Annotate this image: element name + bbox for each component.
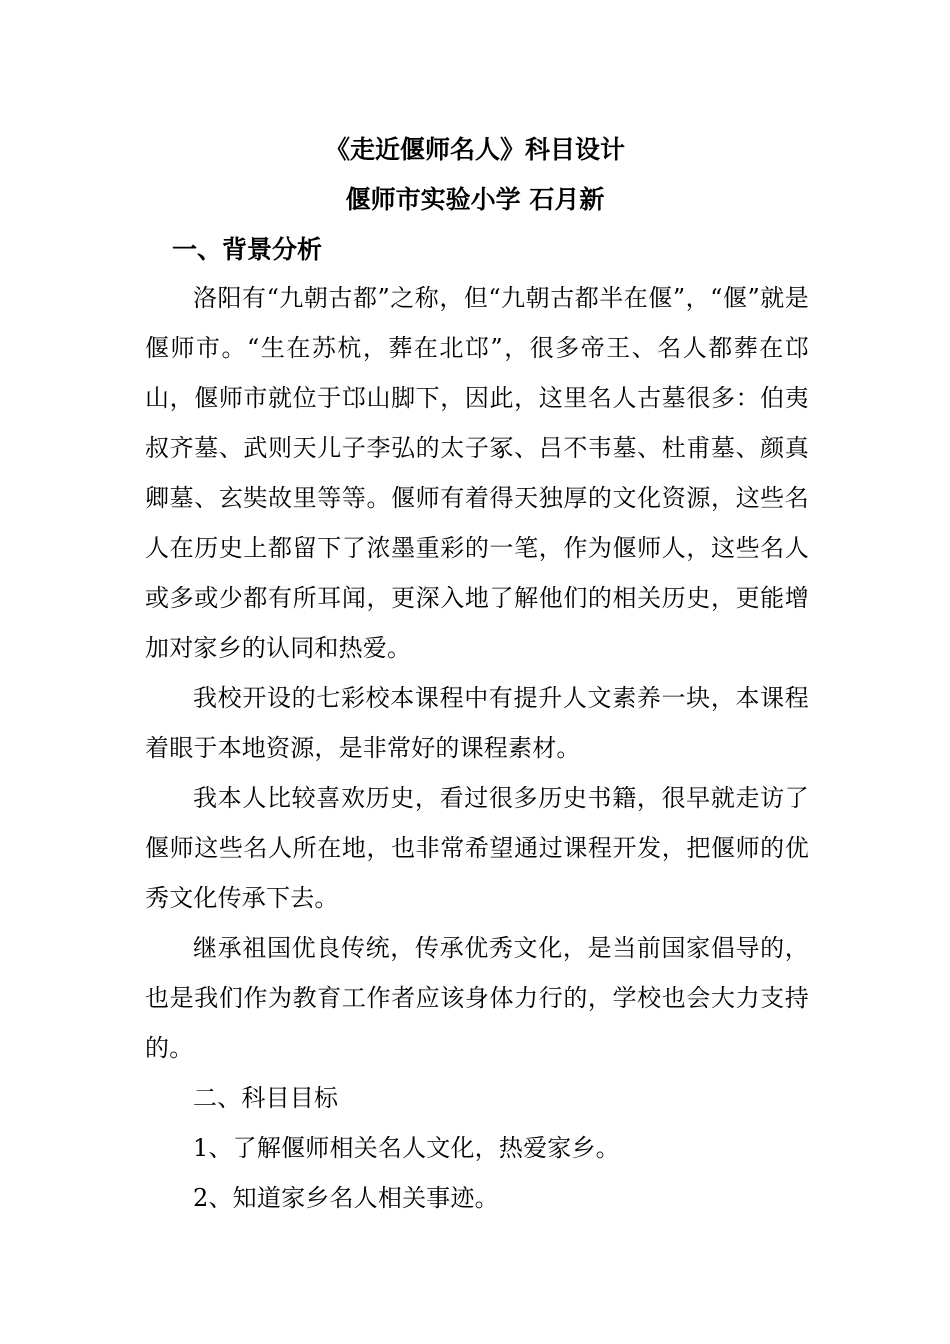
document-title: 《走近偃师名人》科目设计 xyxy=(324,135,625,164)
paragraph-personal-interest: 我本人比较喜欢历史，看过很多历史书籍，很早就走访了偃师这些名人所在地，也非常希望通过课程开发，把偃师的优秀文化传承下去。 xyxy=(145,784,809,912)
paragraph-school-course: 我校开设的七彩校本课程中有提升人文素养一块，本课程着眼于本地资源，是非常好的课程素材。 xyxy=(145,684,809,762)
author-line: 偃师市实验小学 石月新 xyxy=(345,185,605,214)
objective-item: 1、了解偃师相关名人文化，热爱家乡。 xyxy=(193,1134,620,1162)
section-heading-objectives: 二、科目目标 xyxy=(193,1084,339,1112)
section-heading-background: 一、背景分析 xyxy=(172,235,323,264)
paragraph-background-analysis: 洛阳有“九朝古都”之称，但“九朝古都半在偃”，“偃”就是偃师市。“生在苏杭，葬在北邙”，很多帝王、名人都葬在邙山，偃师市就位于邙山脚下，因此，这里名人古墓很多：伯夷叔齐墓、武则天儿子李弘的太子冢、吕不韦墓、杜甫墓、颜真卿墓、玄奘故里等等。偃师有着得天独厚的文化资源，这些名人在历史上都留下了浓墨重彩的一笔，作为偃师人，这些名人或多或少都有所耳闻，更深入地了解他们的相关历史，更能增加对家乡的认同和热爱。 xyxy=(145,284,809,662)
paragraph-tradition: 继承祖国优良传统，传承优秀文化，是当前国家倡导的，也是我们作为教育工作者应该身体力行的，学校也会大力支持的。 xyxy=(145,934,809,1062)
objective-item: 2、知道家乡名人相关事迹。 xyxy=(193,1184,499,1212)
